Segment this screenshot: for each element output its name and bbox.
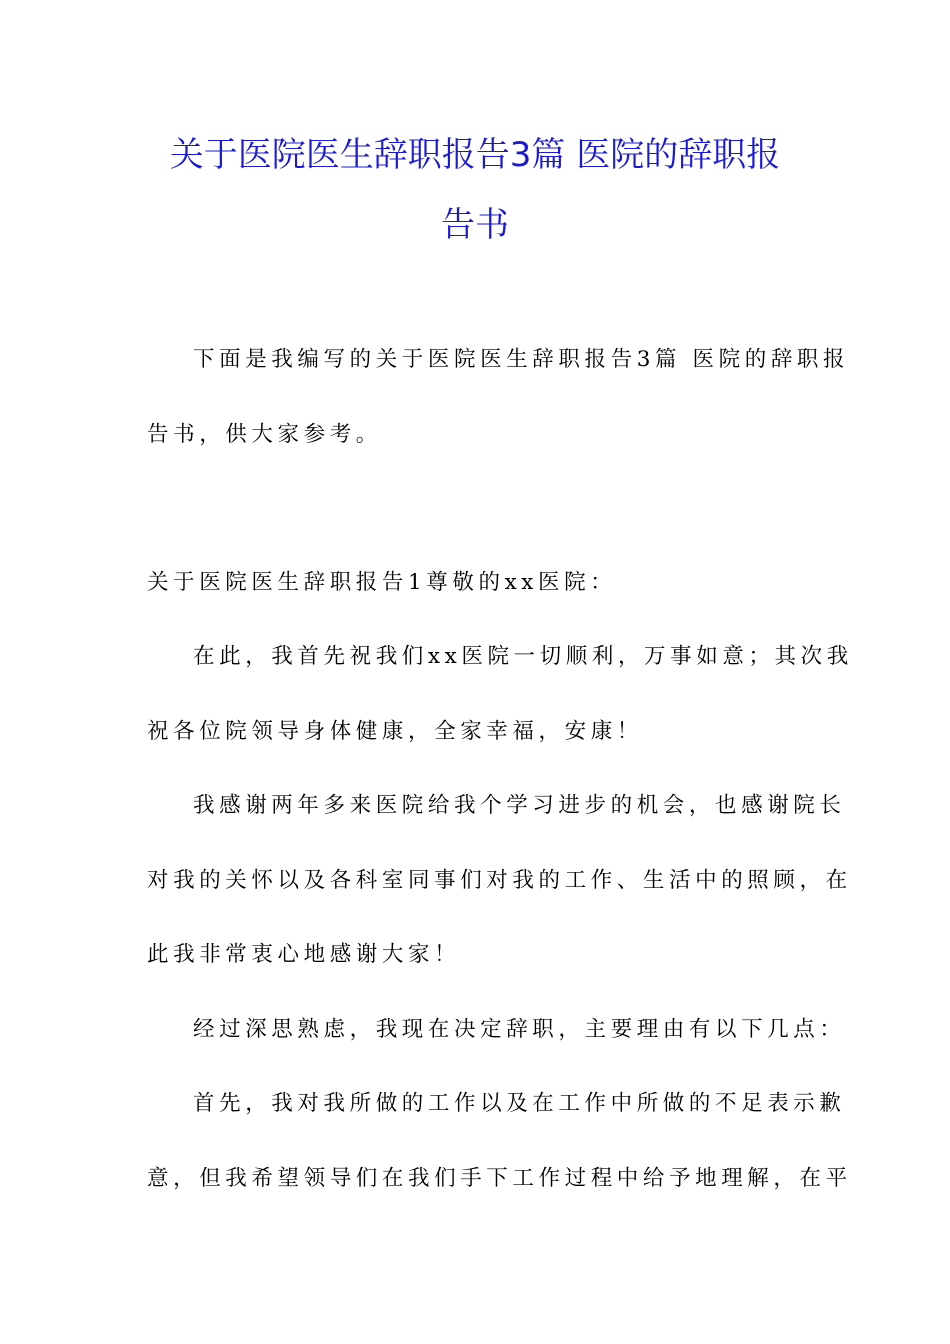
paragraph-3-line-1: 经过深思熟虑，我现在决定辞职，主要理由有以下几点： [193,1017,846,1042]
document-title-line-1: 关于医院医生辞职报告3篇 医院的辞职报 [169,135,781,175]
paragraph-1-line-1: 在此，我首先祝我们xx医院一切顺利，万事如意；其次我 [193,644,853,669]
paragraph-2-line-1: 我感谢两年多来医院给我个学习进步的机会，也感谢院长 [193,793,846,818]
paragraph-1-line-2: 祝各位院领导身体健康，全家幸福，安康！ [147,719,643,744]
document-title-line-2: 告书 [441,205,509,245]
paragraph-4-line-2: 意，但我希望领导们在我们手下工作过程中给予地理解，在平 [147,1166,852,1191]
paragraph-2-line-2: 对我的关怀以及各科室同事们对我的工作、生活中的照顾，在 [147,868,852,893]
letter-salutation: 关于医院医生辞职报告1尊敬的xx医院： [147,570,617,595]
paragraph-2-line-3: 此我非常衷心地感谢大家！ [147,942,461,967]
paragraph-4-line-1: 首先，我对我所做的工作以及在工作中所做的不足表示歉 [193,1091,846,1116]
intro-paragraph-line-2: 告书，供大家参考。 [147,422,382,447]
intro-paragraph-line-1: 下面是我编写的关于医院医生辞职报告3篇 医院的辞职报 [193,347,850,372]
